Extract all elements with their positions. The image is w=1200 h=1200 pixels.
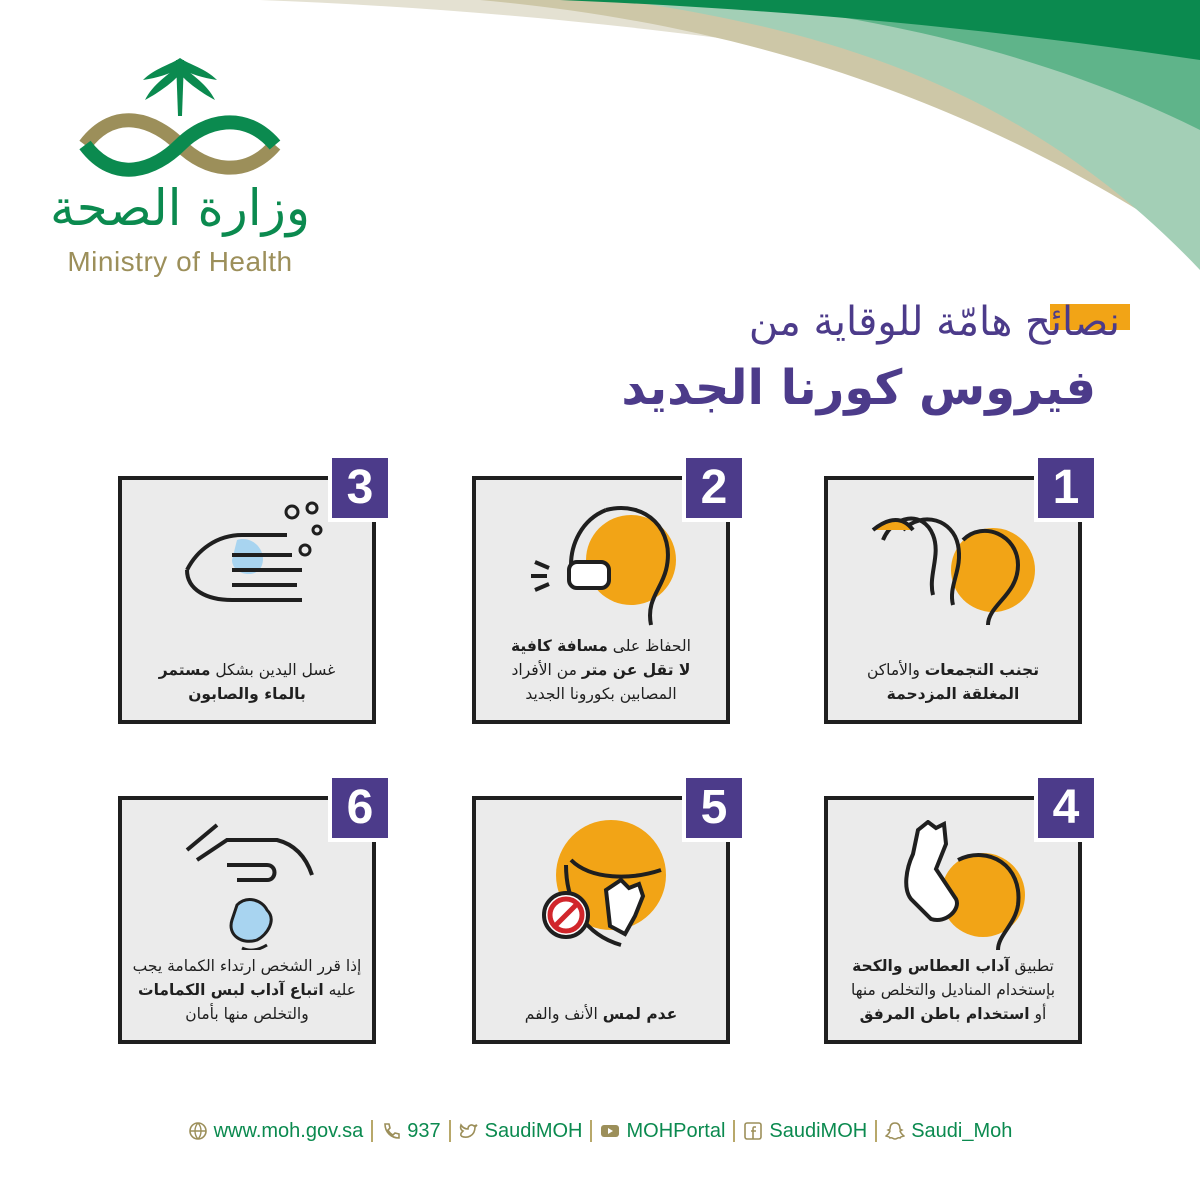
globe-icon <box>188 1121 208 1141</box>
footer-phone[interactable] <box>373 1120 448 1143</box>
footer-label: MOHPortal <box>626 1119 726 1142</box>
tip-text-2: الحفاظ على مسافة كافية لا تقل عن متر من الأفراد المصابين بكورونا الجديد <box>511 637 691 703</box>
phone-icon <box>381 1121 401 1141</box>
footer-facebook[interactable] <box>735 1120 875 1143</box>
page-title-line-1: نصائح هامّة للوقاية من <box>748 299 1120 345</box>
tip-text-4: تطبيق آداب العطاس والكحة بإستخدام المناديل والتخلص منها أو استخدام باطن المرفق <box>850 957 1056 1023</box>
tip-number-4: 4 <box>1034 774 1098 842</box>
footer-label: SaudiMOH <box>484 1119 583 1142</box>
tip-number-3: 3 <box>328 454 392 522</box>
no-face-touch-icon <box>511 820 691 950</box>
tip-card-2 <box>472 461 730 724</box>
footer-label: SaudiMOH <box>769 1119 868 1142</box>
footer-contacts <box>160 1114 1040 1148</box>
tip-number-2: 2 <box>682 454 746 522</box>
mask-disposal-icon <box>157 820 337 950</box>
tip-number-1: 1 <box>1034 454 1098 522</box>
tip-card-4 <box>824 781 1082 1044</box>
footer-youtube[interactable] <box>592 1120 733 1143</box>
footer-label: www.moh.gov.sa <box>213 1119 364 1142</box>
moh-logo <box>45 50 315 290</box>
youtube-icon <box>600 1121 620 1141</box>
logo-english-name: Ministry of Health <box>67 246 293 277</box>
facebook-icon <box>743 1121 763 1141</box>
tip-card-1 <box>824 461 1082 724</box>
tip-text-1: تجنب التجمعات والأماكن المغلقة المزدحمة <box>866 661 1040 703</box>
footer-website[interactable] <box>180 1120 372 1143</box>
elbow-sneeze-icon <box>863 820 1043 950</box>
twitter-icon <box>459 1121 479 1141</box>
masked-person-icon <box>511 500 691 630</box>
logo-arabic-name: وزارة الصحة <box>50 179 310 237</box>
crowd-icon <box>863 500 1043 630</box>
moh-emblem-icon <box>45 50 315 180</box>
snapchat-icon <box>885 1121 905 1141</box>
tip-number-6: 6 <box>328 774 392 842</box>
tip-text-3: غسل اليدين بشكل مستمر بالماء والصابون <box>158 661 336 703</box>
tip-number-5: 5 <box>682 774 746 842</box>
tip-card-5 <box>472 781 730 1044</box>
tip-card-6 <box>118 781 376 1044</box>
footer-snapchat[interactable] <box>877 1120 1020 1143</box>
footer-label: 937 <box>407 1119 441 1142</box>
page-title-line-2: فيروس كورنا الجديد <box>621 360 1096 416</box>
tip-text-6: إذا قرر الشخص ارتداء الكمامة يجب عليه اتباع آداب لبس الكمامات والتخلص منها بأمان <box>132 957 362 1023</box>
footer-twitter[interactable] <box>451 1120 591 1143</box>
tip-card-3 <box>118 461 376 724</box>
tip-text-5: عدم لمس الأنف والفم <box>524 1005 678 1023</box>
handwash-icon <box>157 500 337 630</box>
footer-label: Saudi_Moh <box>911 1119 1013 1142</box>
